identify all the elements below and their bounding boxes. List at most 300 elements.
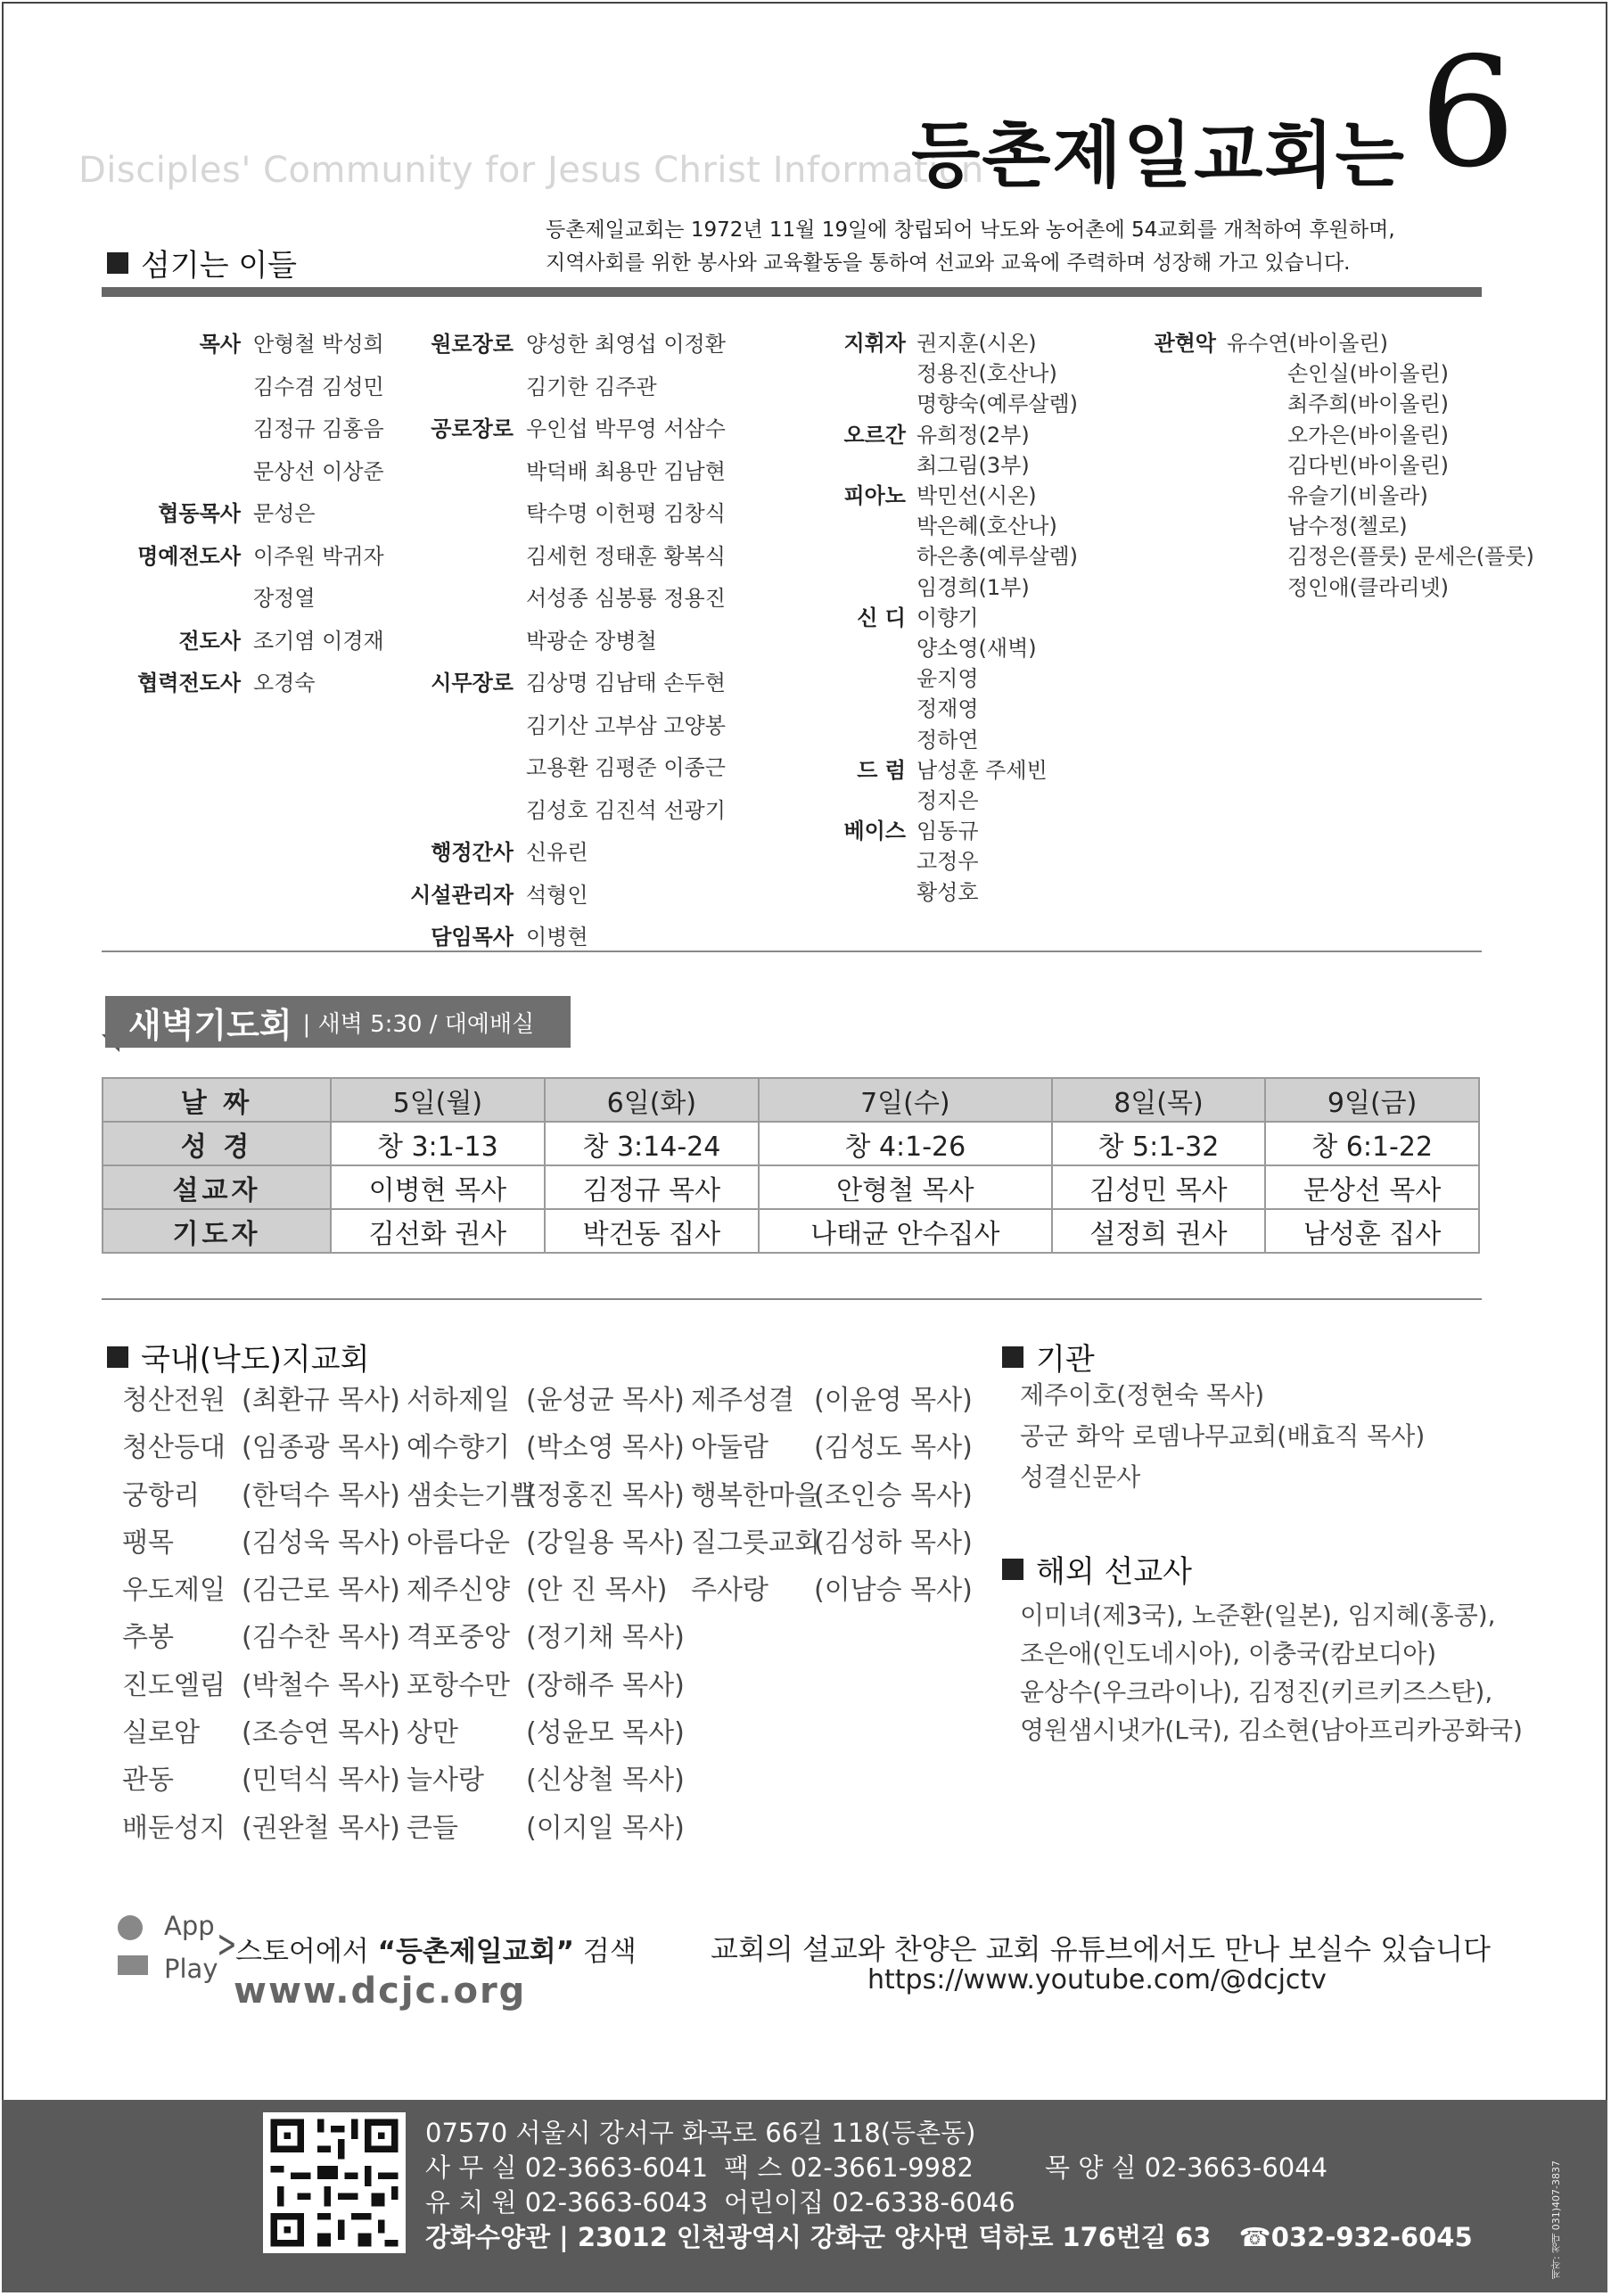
staff-role: 전도사: [178, 628, 241, 654]
pastor-name: (장해주 목사): [526, 1669, 685, 1701]
music-row: [1150, 481, 1534, 511]
music-role: [1150, 541, 1216, 572]
music-names: 김정은(플룻) 문세은(플룻): [1287, 544, 1534, 570]
music-row: [838, 725, 1078, 755]
header-korean-title: 등촌제일교회는: [911, 114, 1406, 197]
music-role: [838, 450, 906, 481]
music-names: 손인실(바이올린): [1287, 361, 1450, 387]
staff-names: 박광순 장병철: [526, 628, 657, 654]
list-item: [122, 1805, 400, 1852]
music-role: 오르간: [843, 422, 906, 448]
church-name: 아둘람: [691, 1432, 769, 1464]
staff-role: 협력전도사: [137, 671, 241, 695]
list-item: 공군 화악 로뎀나무교회(배효직 목사): [1020, 1421, 1426, 1451]
music-role: [1150, 389, 1216, 419]
list-item: [407, 1805, 685, 1852]
staff-role: [410, 621, 514, 663]
square-bullet-icon: [107, 1346, 128, 1368]
section-title-institutions: [1002, 1335, 1095, 1378]
pastor-name: (성윤모 목사): [526, 1717, 685, 1749]
staff-row: [134, 366, 384, 409]
store-prefix: 스토어에서: [235, 1936, 378, 1968]
staff-row: [410, 366, 726, 409]
staff-role: 목사: [199, 332, 241, 357]
music-names: 유수연(바이올린): [1227, 331, 1389, 356]
table-cell: 5일(월): [331, 1078, 545, 1122]
staff-row: [134, 662, 384, 705]
music-row: [838, 450, 1078, 481]
pastor-name: (정홍진 목사): [526, 1479, 685, 1511]
qr-code: [263, 2112, 406, 2253]
staff-names: 김정규 김홍음: [253, 416, 384, 441]
table-cell: 김정규 목사: [545, 1165, 759, 1209]
page-number: 6: [1419, 25, 1516, 202]
music-role: [1150, 511, 1216, 541]
list-item: 제주이호(정현숙 목사): [1020, 1380, 1265, 1410]
section-divider-bar: [102, 287, 1482, 297]
church-name: 우도제일: [122, 1575, 226, 1607]
list-item: [407, 1567, 685, 1614]
list-item: [407, 1709, 685, 1757]
pastor-name: (신상철 목사): [526, 1765, 685, 1797]
music-role: [838, 694, 906, 724]
list-item: 조은애(인도네시아), 이충국(캄보디아): [1020, 1639, 1437, 1668]
footer-contact-info: [425, 2116, 1473, 2255]
pastor-name: (정기채 목사): [526, 1622, 685, 1654]
staff-role: [410, 747, 514, 790]
church-name: 샘솟는기쁨: [407, 1479, 536, 1511]
staff-names: 문상선 이상준: [253, 458, 384, 484]
list-item: [122, 1614, 400, 1661]
pastor-name: (김수찬 목사): [242, 1622, 400, 1654]
music-row: [838, 846, 1078, 876]
music-names: 하은총(예루살렘): [916, 544, 1079, 570]
pastor-name: (권완철 목사): [242, 1812, 400, 1844]
table-cell: 창 5:1-32: [1052, 1122, 1266, 1165]
church-name: 질그릇교회: [691, 1527, 820, 1559]
row-header: 날 짜: [103, 1078, 331, 1122]
pastor-name: (박철수 목사): [242, 1669, 400, 1701]
church-name: 제주신양: [407, 1575, 510, 1607]
staff-role: [410, 536, 514, 579]
list-item: 이미녀(제3국), 노준환(일본), 임지혜(홍콩),: [1020, 1601, 1496, 1630]
music-names: 이향기: [916, 605, 979, 630]
table-cell: 창 3:14-24: [545, 1122, 759, 1165]
music-role: [838, 572, 906, 603]
staff-row: [134, 451, 384, 494]
music-names: 정지은: [916, 788, 979, 814]
list-item: [407, 1519, 685, 1567]
pastor-name: (안 진 목사): [526, 1575, 668, 1607]
staff-names: 문성은: [253, 501, 316, 526]
staff-names: 장정열: [253, 586, 316, 611]
section-title-text: 해외 선교사: [1036, 1554, 1193, 1590]
church-name: 서하제일: [407, 1385, 510, 1416]
table-row: [103, 1209, 1479, 1253]
music-row: [838, 755, 1078, 786]
footer-row: [425, 2151, 1473, 2185]
store-suffix: 검색: [574, 1936, 637, 1968]
staff-names: 김성호 김진석 선광기: [526, 797, 726, 823]
music-names: 유희정(2부): [916, 422, 1030, 448]
church-name: 포항수만: [407, 1669, 510, 1701]
intro-line: 등촌제일교회는 1972년 11월 19일에 창립되어 낙도와 농어촌에 54교회를 개척하여 후원하며,: [546, 218, 1395, 242]
music-names: 남성훈 주세빈: [916, 757, 1048, 783]
list-item: [122, 1472, 400, 1519]
music-row: [1150, 358, 1534, 389]
table-cell: 나태균 안수집사: [759, 1209, 1052, 1253]
app-label: App: [164, 1911, 215, 1941]
branch-column-1: [122, 1377, 400, 1852]
music-names: 양소영(새벽): [916, 636, 1037, 662]
staff-names: 오경숙: [253, 671, 316, 695]
staff-names: 김상명 김남태 손두현: [526, 671, 726, 695]
pastor-name: (김성도 목사): [814, 1432, 973, 1464]
staff-row: [410, 621, 726, 663]
staff-role: 시설관리자: [410, 882, 514, 908]
staff-row: [134, 578, 384, 621]
staff-role: 명예전도사: [137, 543, 241, 569]
staff-names: 우인섭 박무영 서삼수: [526, 416, 726, 441]
play-store-icon: [118, 1955, 148, 1975]
music-role: 드 럼: [857, 757, 906, 783]
table-cell: 7일(수): [759, 1078, 1052, 1122]
music-column-2: [1150, 328, 1534, 603]
music-role: [1150, 481, 1216, 511]
staff-role: [410, 493, 514, 536]
staff-role: 담임목사: [431, 925, 514, 950]
staff-row: [134, 493, 384, 536]
chevron-right-icon: >: [217, 1922, 237, 1967]
music-row: [1150, 328, 1534, 358]
music-row: [838, 633, 1078, 663]
music-role: 관현악: [1154, 331, 1216, 356]
music-role: 신 디: [857, 605, 906, 630]
staff-row: [410, 451, 726, 494]
footer-fax: 팩 스 02-3661-9982: [724, 2152, 974, 2183]
music-role: [838, 846, 906, 876]
staff-row: [410, 747, 726, 790]
music-row: [838, 420, 1078, 450]
play-label: Play: [164, 1954, 218, 1984]
staff-column-1: [134, 324, 384, 705]
pastor-name: (최환규 목사): [242, 1385, 400, 1416]
music-names: 정용진(호산나): [916, 361, 1057, 387]
music-row: [838, 481, 1078, 511]
church-name: 실로암: [122, 1717, 200, 1749]
music-names: 정하연: [916, 727, 979, 753]
list-item: [122, 1377, 400, 1424]
section-title-missionaries: [1002, 1547, 1192, 1591]
music-row: [838, 389, 1078, 419]
church-name: 늘사랑: [407, 1765, 484, 1797]
section-title-text: 기관: [1036, 1342, 1095, 1378]
staff-row: [134, 621, 384, 663]
staff-names: 김수겸 김성민: [253, 374, 384, 399]
staff-names: 탁수명 이헌평 김창식: [526, 501, 726, 526]
music-role: [838, 877, 906, 908]
music-row: [1150, 572, 1534, 603]
list-item: [122, 1709, 400, 1757]
list-item: [691, 1424, 973, 1471]
staff-role: [410, 451, 514, 494]
section-title-text: 국내(낙도)지교회: [141, 1342, 370, 1378]
staff-row: [410, 790, 726, 833]
music-role: 피아노: [843, 483, 906, 509]
music-column-1: [838, 328, 1078, 908]
list-item: [122, 1424, 400, 1471]
section-title-text: 섬기는 이들: [141, 248, 298, 284]
music-role: [1150, 450, 1216, 481]
staff-row: [134, 324, 384, 366]
music-row: [1150, 511, 1534, 541]
staff-role: 시무장로: [431, 671, 514, 695]
music-row: [838, 694, 1078, 724]
institution-list: [1020, 1375, 1425, 1498]
staff-role: 공로장로: [431, 416, 514, 441]
staff-role: [134, 366, 241, 409]
church-name: 상만: [407, 1717, 458, 1749]
music-names: 박은혜(호산나): [916, 514, 1057, 539]
music-names: 최주희(바이올린): [1287, 391, 1450, 417]
table-cell: 이병현 목사: [331, 1165, 545, 1209]
branch-column-3: [691, 1377, 973, 1614]
table-cell: 설정희 권사: [1052, 1209, 1266, 1253]
pastor-name: (한덕수 목사): [242, 1479, 400, 1511]
pastor-name: (김근로 목사): [242, 1575, 400, 1607]
staff-names: 박덕배 최용만 김남현: [526, 458, 726, 484]
music-row: [838, 358, 1078, 389]
church-name: 격포중앙: [407, 1622, 510, 1654]
church-name: 예수향기: [407, 1432, 510, 1464]
church-name: 청산전원: [122, 1385, 226, 1416]
music-names: 정인애(클라리넷): [1287, 574, 1450, 600]
music-role: 베이스: [843, 819, 906, 844]
music-row: [838, 572, 1078, 603]
missionary-list: [1020, 1596, 1523, 1749]
staff-role: 협동목사: [158, 501, 241, 526]
table-cell: 안형철 목사: [759, 1165, 1052, 1209]
church-name: 아름다운: [407, 1527, 510, 1559]
list-item: 윤상수(우크라이나), 김정진(키르키즈스탄),: [1020, 1677, 1493, 1707]
staff-names: 이병현: [526, 925, 588, 950]
church-name: 큰들: [407, 1812, 458, 1844]
church-name: 진도엘림: [122, 1669, 226, 1701]
music-names: 고정우: [916, 849, 979, 875]
dawn-prayer-schedule-table: [102, 1077, 1480, 1254]
table-cell: 문상선 목사: [1265, 1165, 1479, 1209]
staff-row: [410, 832, 726, 875]
list-item: [691, 1567, 973, 1614]
music-names: 임경희(1부): [916, 574, 1030, 600]
music-names: 유슬기(비올라): [1287, 483, 1428, 509]
dawn-prayer-title: 새벽기도회: [128, 1005, 292, 1045]
music-role: [838, 633, 906, 663]
footer-retreat-tel: ☎032-932-6045: [1238, 2222, 1473, 2252]
pastor-name: (이남승 목사): [814, 1575, 973, 1607]
staff-role: [134, 408, 241, 451]
music-role: [838, 663, 906, 694]
pastor-name: (이윤영 목사): [814, 1385, 973, 1416]
staff-role: 원로장로: [431, 332, 514, 357]
staff-names: 김세헌 정태훈 황복식: [526, 543, 726, 569]
table-row: [103, 1165, 1479, 1209]
youtube-text: 교회의 설교와 찬양은 교회 유튜브에서도 만나 보실수 있습니다: [711, 1932, 1491, 1966]
staff-role: [134, 578, 241, 621]
table-cell: 김선화 권사: [331, 1209, 545, 1253]
staff-names: 서성종 심봉룡 정용진: [526, 586, 726, 611]
music-row: [838, 541, 1078, 572]
staff-names: 신유린: [526, 840, 588, 865]
music-names: 정재영: [916, 696, 979, 722]
header-english-title: Disciples' Community for Jesus Christ Information: [78, 150, 984, 191]
table-cell: 창 6:1-22: [1265, 1122, 1479, 1165]
intro-line: 지역사회를 위한 봉사와 교육활동을 통하여 선교와 교육에 주력하며 성장해 가고 있습니다.: [546, 251, 1351, 275]
list-item: [122, 1757, 400, 1804]
staff-names: 김기한 김주관: [526, 374, 657, 399]
section-title-staff: [107, 241, 297, 284]
footer-pastor-room: 목 양 실 02-3663-6044: [1045, 2152, 1328, 2183]
staff-names: 이주원 박귀자: [253, 543, 384, 569]
website-link[interactable]: www.dcjc.org: [234, 1971, 527, 2012]
row-header: 기도자: [103, 1209, 331, 1253]
music-role: [1150, 572, 1216, 603]
staff-row: [410, 408, 726, 451]
staff-names: 조기염 이경재: [253, 628, 384, 654]
table-cell: 박건동 집사: [545, 1209, 759, 1253]
store-church-name: “등촌제일교회”: [377, 1936, 575, 1968]
music-row: [838, 511, 1078, 541]
staff-row: [410, 493, 726, 536]
music-names: 명향숙(예루살렘): [916, 391, 1079, 417]
divider-line: [102, 1298, 1482, 1300]
staff-role: [410, 578, 514, 621]
footer-row: [425, 2185, 1473, 2220]
square-bullet-icon: [107, 252, 128, 274]
music-names: 김다빈(바이올린): [1287, 452, 1450, 478]
music-role: [838, 511, 906, 541]
music-row: [838, 877, 1078, 908]
staff-names: 석형인: [526, 882, 588, 908]
staff-column-2: [410, 324, 726, 959]
list-item: [122, 1567, 400, 1614]
staff-row: [410, 324, 726, 366]
staff-role: [134, 451, 241, 494]
church-name: 궁항리: [122, 1479, 200, 1511]
staff-role: [410, 366, 514, 409]
row-header: 성 경: [103, 1122, 331, 1165]
dawn-prayer-subtitle: | 새벽 5:30 / 대예배실: [302, 1010, 535, 1038]
pastor-name: (민덕식 목사): [242, 1765, 400, 1797]
list-item: [691, 1472, 973, 1519]
footer-office: 사 무 실 02-3663-6041: [425, 2152, 709, 2183]
footer-daycare: 어린이집 02-6338-6046: [724, 2187, 1015, 2218]
list-item: [407, 1757, 685, 1804]
pastor-name: (김성하 목사): [814, 1527, 973, 1559]
app-store-icon: [118, 1915, 143, 1940]
music-row: [838, 663, 1078, 694]
staff-names: 고용환 김평준 이종근: [526, 755, 726, 780]
staff-row: [410, 875, 726, 918]
pastor-name: (이지일 목사): [526, 1812, 685, 1844]
table-cell: 8일(목): [1052, 1078, 1266, 1122]
staff-names: 안형철 박성희: [253, 332, 384, 357]
intro-text: [546, 214, 1395, 280]
church-name: 배둔성지: [122, 1812, 226, 1844]
music-row: [838, 328, 1078, 358]
footer-address: 07570 서울시 강서구 화곡로 66길 118(등촌동): [425, 2118, 976, 2148]
staff-row: [410, 662, 726, 705]
church-name: 주사랑: [691, 1575, 769, 1607]
list-item: [407, 1424, 685, 1471]
music-role: [838, 786, 906, 816]
staff-row: [134, 536, 384, 579]
music-role: [838, 725, 906, 755]
section-title-branches: [107, 1335, 369, 1378]
list-item: [691, 1519, 973, 1567]
list-item: 성결신문사: [1020, 1462, 1141, 1492]
music-names: 임동규: [916, 819, 979, 844]
youtube-link[interactable]: https://www.youtube.com/@dcjctv: [867, 1964, 1327, 1996]
music-row: [838, 816, 1078, 846]
table-cell: 창 4:1-26: [759, 1122, 1052, 1165]
staff-role: [410, 790, 514, 833]
table-row: [103, 1122, 1479, 1165]
music-names: 윤지영: [916, 666, 979, 692]
music-role: [1150, 358, 1216, 389]
list-item: [122, 1519, 400, 1567]
divider-line: [102, 950, 1482, 952]
pastor-name: (윤성균 목사): [526, 1385, 685, 1416]
branch-column-2: [407, 1377, 685, 1852]
pastor-name: (조인승 목사): [814, 1479, 973, 1511]
church-name: 청산등대: [122, 1432, 226, 1464]
music-row: [1150, 450, 1534, 481]
list-item: 영원샘시냇가(L국), 김소현(남아프리카공화국): [1020, 1716, 1523, 1745]
square-bullet-icon: [1002, 1346, 1023, 1368]
staff-names: 김기산 고부삼 고양봉: [526, 712, 726, 738]
staff-role: 행정간사: [431, 840, 514, 865]
footer-row: [425, 2220, 1473, 2255]
music-row: [1150, 420, 1534, 450]
music-role: [838, 541, 906, 572]
printer-credit: 제작: 청대 031)407-3837: [1550, 2160, 1562, 2279]
list-item: [122, 1662, 400, 1709]
church-name: 팽목: [122, 1527, 174, 1559]
pastor-name: (김성욱 목사): [242, 1527, 400, 1559]
church-name: 추봉: [122, 1622, 174, 1654]
staff-row: [410, 578, 726, 621]
table-cell: 창 3:1-13: [331, 1122, 545, 1165]
list-item: [691, 1377, 973, 1424]
music-names: 황성호: [916, 879, 979, 905]
square-bullet-icon: [1002, 1559, 1023, 1580]
list-item: [407, 1472, 685, 1519]
music-role: 지휘자: [843, 331, 906, 356]
church-name: 제주성결: [691, 1385, 794, 1416]
music-names: 박민선(시온): [916, 483, 1037, 509]
music-role: [1150, 420, 1216, 450]
music-row: [838, 786, 1078, 816]
table-cell: 9일(금): [1265, 1078, 1479, 1122]
music-row: [1150, 541, 1534, 572]
row-header: 설교자: [103, 1165, 331, 1209]
staff-role: [410, 705, 514, 748]
music-names: 권지훈(시온): [916, 331, 1037, 356]
footer-kindergarten: 유 치 원 02-3663-6043: [425, 2187, 709, 2218]
church-name: 관동: [122, 1765, 174, 1797]
table-row: [103, 1078, 1479, 1122]
